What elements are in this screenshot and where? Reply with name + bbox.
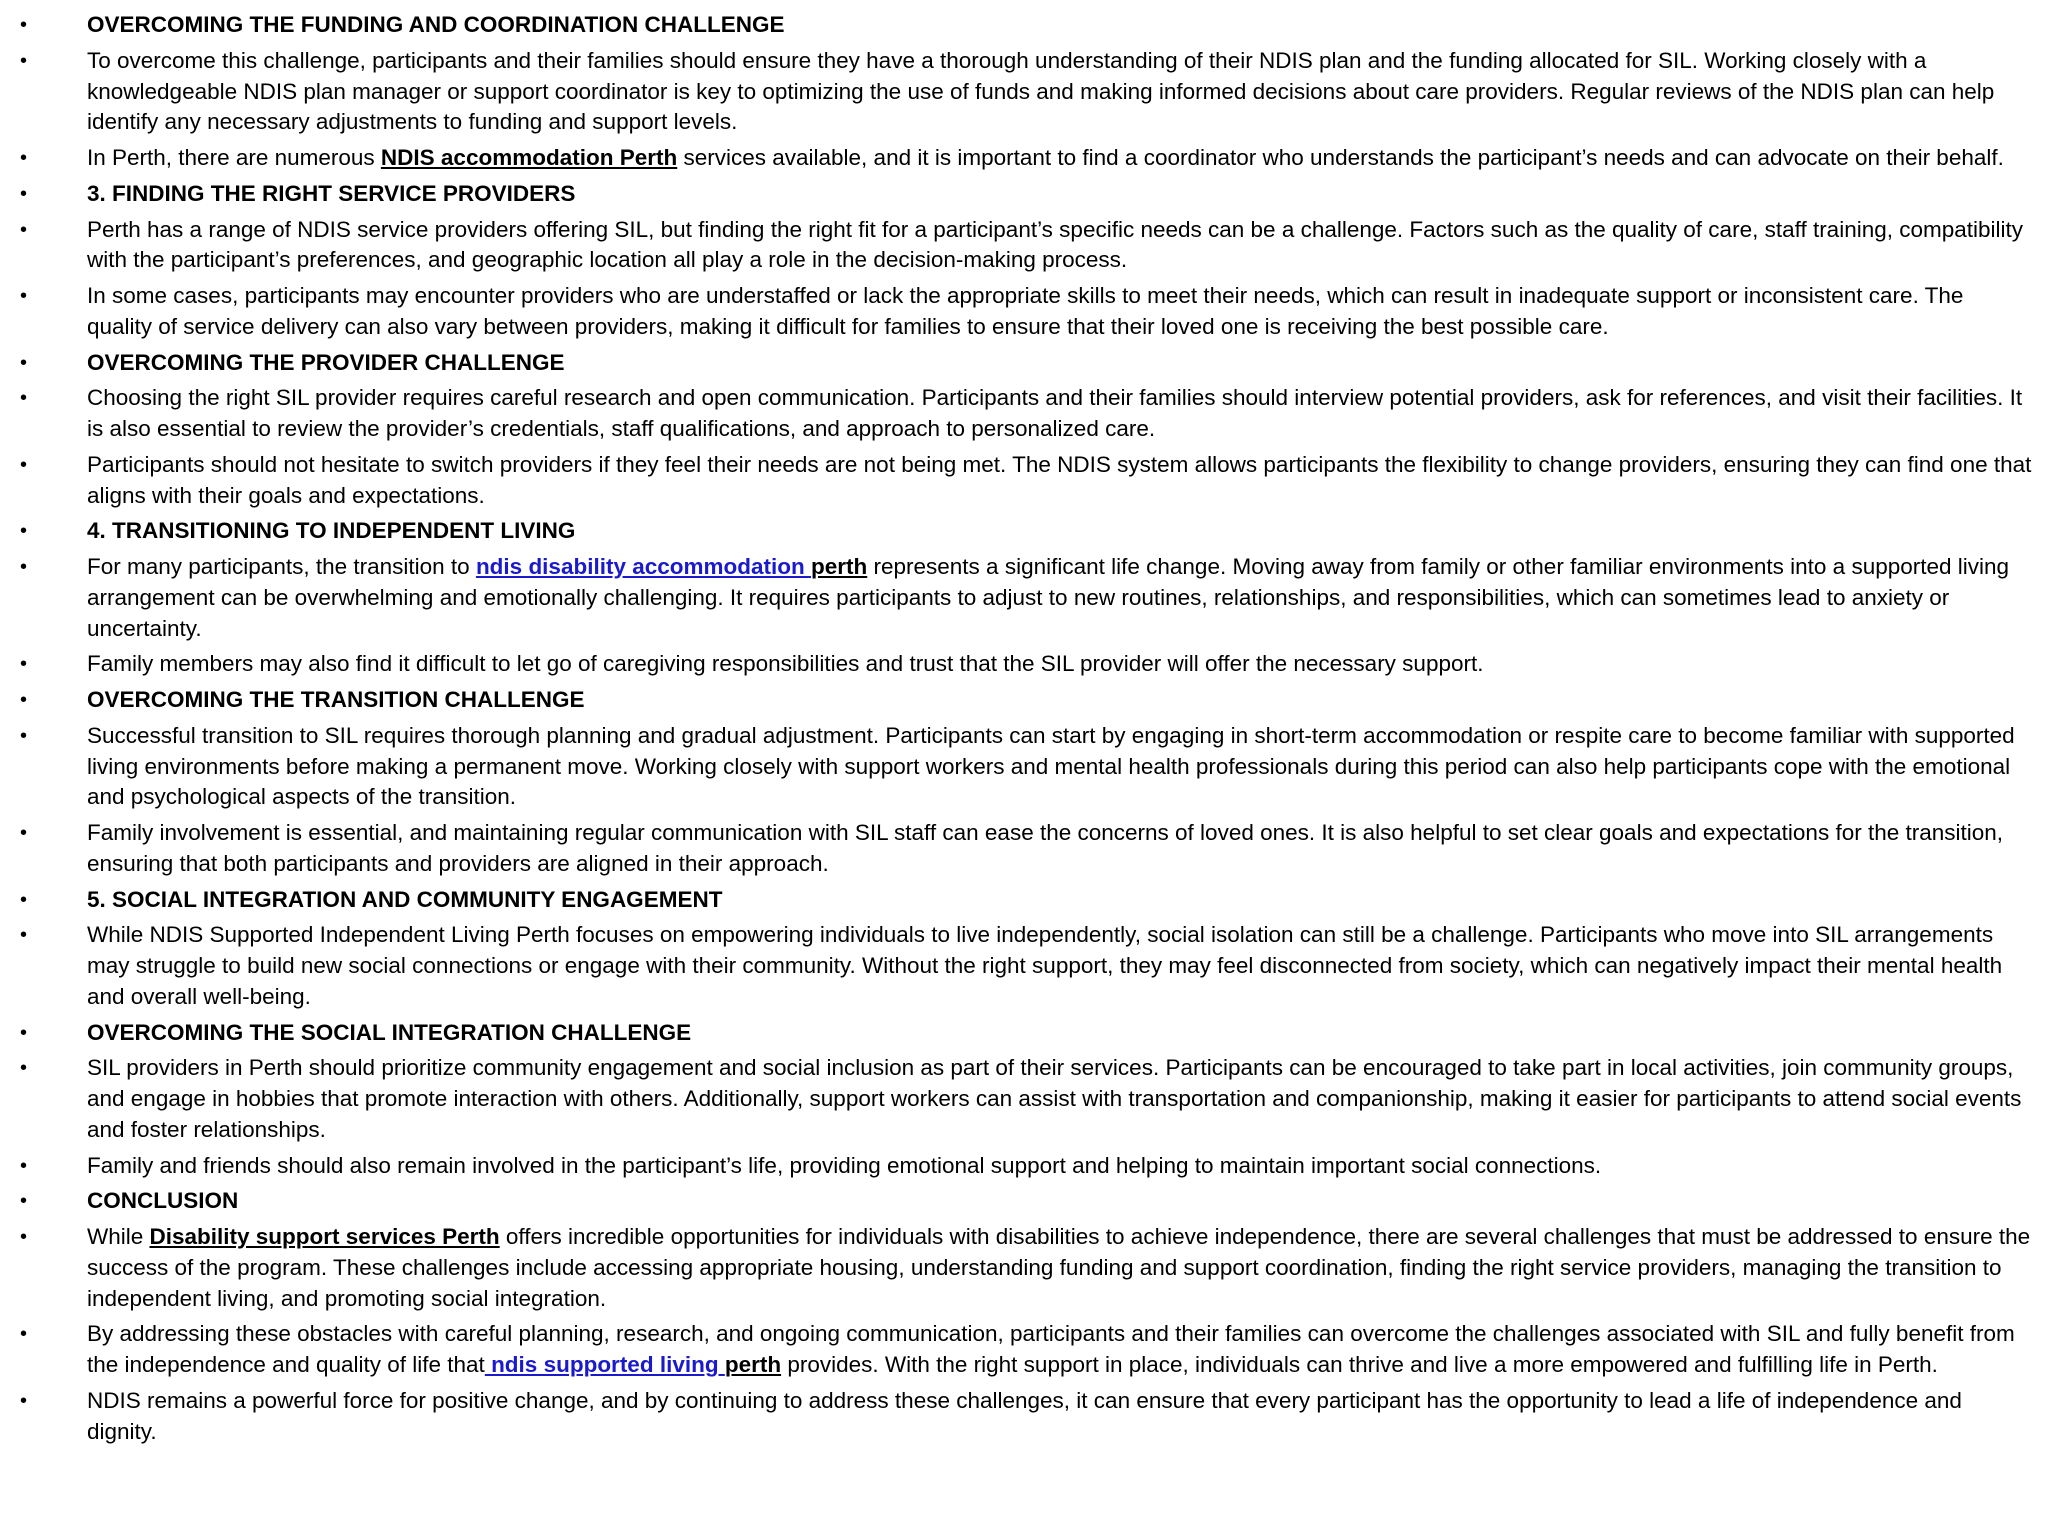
list-item: [0, 516, 2048, 547]
bullet: •: [20, 14, 28, 36]
paragraph-text: Participants should not hesitate to switch providers if they feel their needs are not being met. The NDIS system allows participants the flexibility to change providers, ensuring they can find one that aligns with their goals and expectations.: [87, 451, 2032, 508]
paragraph-text: Family involvement is essential, and maintaining regular communication with SIL staff can ease the concerns of loved ones. It is also helpful to set clear goals and expectations for the transition, ensuring that both participants and providers are aligned in their approach.: [87, 820, 2004, 876]
bullet: •: [20, 49, 28, 72]
bullet: •: [20, 924, 28, 947]
paragraph-text-after: represents a significant life change. Moving away from family or other familiar environments into a supported living arrangement can be overwhelming and emotionally challenging. It requires participants to adjust to new routines, relationships, and responsibilities, which can sometimes lead to anxiety or uncertainty.: [87, 554, 2010, 641]
disability-support-services-perth-link[interactable]: Disability support services Perth: [149, 1224, 500, 1250]
list-item: [0, 348, 2048, 379]
paragraph-text-before: In Perth, there are numerous: [87, 145, 381, 170]
list-item: [0, 920, 2048, 1012]
perth-link[interactable]: perth: [811, 554, 868, 580]
document-body: [0, 10, 2048, 1452]
list-item: [0, 1151, 2048, 1182]
list-item: [0, 685, 2048, 716]
section-heading: OVERCOMING THE SOCIAL INTEGRATION CHALLENGE: [87, 1019, 692, 1045]
list-item: [0, 721, 2048, 813]
list-item: [0, 1186, 2048, 1217]
paragraph-text: SIL providers in Perth should prioritize community engagement and social inclusion as part of their services. Participants can be encouraged to take part in local activities, join community groups, and engage in hobbies that promote interaction with others. Additionally, support workers can assist with transportation and companionship, making it easier for participants to attend social events and foster relationships.: [87, 1055, 2022, 1142]
paragraph-text-before: While: [87, 1224, 150, 1250]
bullet: •: [20, 689, 28, 712]
list-item: [0, 885, 2048, 916]
bullet: •: [20, 888, 28, 911]
section-heading: OVERCOMING THE FUNDING AND COORDINATION CHALLENGE: [87, 12, 785, 37]
list-item: [0, 1018, 2048, 1049]
bullet: •: [20, 724, 28, 747]
list-item: [0, 552, 2048, 644]
paragraph-text-before: For many participants, the transition to: [87, 554, 476, 580]
paragraph-text-after: services available, and it is important to find a coordinator who understands the participant’s needs and can advocate on their behalf.: [677, 145, 2004, 170]
paragraph-text: While NDIS Supported Independent Living Perth focuses on empowering individuals to live independently, social isolation can still be a challenge. Participants who move into SIL arrangements may struggle to build new social connections or engage with their community. Without the right support, they may feel disconnected from society, which can negatively impact their mental health and overall well-being.: [87, 922, 2003, 1009]
section-heading: 5. SOCIAL INTEGRATION AND COMMUNITY ENGAGEMENT: [87, 886, 723, 912]
list-item: [0, 818, 2048, 879]
bullet: •: [20, 147, 28, 169]
bullet: •: [20, 218, 28, 241]
section-heading: CONCLUSION: [87, 1188, 239, 1214]
bullet: •: [20, 822, 28, 845]
bullet: •: [20, 1389, 28, 1412]
section-heading: 4. TRANSITIONING TO INDEPENDENT LIVING: [87, 518, 576, 544]
list-item: [0, 1053, 2048, 1145]
bullet: •: [20, 182, 28, 205]
bullet: •: [20, 285, 28, 308]
bullet: •: [20, 556, 28, 579]
list-item: [0, 143, 2048, 174]
bullet: •: [20, 453, 28, 476]
bullet: •: [20, 520, 28, 543]
list-item: [0, 1319, 2048, 1380]
list-item: [0, 1386, 2048, 1447]
ndis-supported-living-link[interactable]: ndis supported living: [484, 1352, 725, 1378]
bullet: •: [20, 1057, 28, 1080]
paragraph-text: Perth has a range of NDIS service providers offering SIL, but finding the right fit for a participant’s specific needs can be a challenge. Factors such as the quality of care, staff training, compatibility with the participant’s preferences, and geographic location all play a role in the decision-making process.: [87, 216, 2024, 273]
paragraph-text-before: By addressing these obstacles with careful planning, research, and ongoing communication, participants and their families can overcome the challenges associated with SIL and fully benefit from the independence and quality of life that: [87, 1321, 2015, 1378]
section-heading: 3. FINDING THE RIGHT SERVICE PROVIDERS: [87, 180, 576, 206]
paragraph-text: Successful transition to SIL requires thorough planning and gradual adjustment. Participants can start by engaging in short-term accommodation or respite care to become familiar with supported living environments before making a permanent move. Working closely with support workers and mental health professionals during this period can also help participants cope with the emotional and psychological aspects of the transition.: [87, 722, 2015, 810]
section-heading: OVERCOMING THE PROVIDER CHALLENGE: [87, 349, 565, 375]
list-item: [0, 215, 2048, 276]
paragraph-text: Choosing the right SIL provider requires careful research and open communication. Participants and their families should interview potential providers, ask for references, and visit their facilities. It is also essential to review the provider’s credentials, staff qualifications, and approach to personalized care.: [87, 385, 2023, 442]
ndis-disability-accommodation-link[interactable]: ndis disability accommodation: [475, 554, 811, 580]
bullet: •: [20, 351, 28, 374]
paragraph-text-after: provides. With the right support in place, individuals can thrive and live a more empowered and fulfilling life in Perth.: [781, 1352, 1938, 1378]
bullet: •: [20, 1226, 28, 1249]
paragraph-text: Family and friends should also remain involved in the participant’s life, providing emotional support and helping to maintain important social connections.: [87, 1152, 1602, 1178]
perth-link[interactable]: perth: [724, 1352, 782, 1378]
list-item: [0, 281, 2048, 342]
list-item: [0, 179, 2048, 210]
list-item: [0, 649, 2048, 680]
paragraph-text-after: offers incredible opportunities for individuals with disabilities to achieve independence, there are several challenges that must be addressed to ensure the success of the program. These challenges include accessing appropriate housing, understanding funding and support coordination, finding the right service providers, managing the transition to independent living, and promoting social integration.: [87, 1224, 2031, 1311]
bullet: •: [20, 387, 28, 410]
list-item: [0, 383, 2048, 444]
bullet: •: [20, 1154, 28, 1177]
bullet: •: [20, 1323, 28, 1346]
list-item: [0, 10, 2048, 41]
list-item: [0, 450, 2048, 511]
list-item: [0, 1222, 2048, 1314]
ndis-accommodation-perth-link[interactable]: NDIS accommodation Perth: [380, 145, 678, 170]
paragraph-text: Family members may also find it difficult to let go of caregiving responsibilities and trust that the SIL provider will offer the necessary support.: [87, 651, 1484, 677]
paragraph-text: In some cases, participants may encounter providers who are understaffed or lack the appropriate skills to meet their needs, which can result in inadequate support or inconsistent care. The quality of service delivery can also vary between providers, making it difficult for families to ensure that their loved one is receiving the best possible care.: [87, 283, 1964, 339]
paragraph-text: To overcome this challenge, participants and their families should ensure they have a thorough understanding of their NDIS plan and the funding allocated for SIL. Working closely with a knowledgeable NDIS plan manager or support coordinator is key to optimizing the use of funds and making informed decisions about care providers. Regular reviews of the NDIS plan can help identify any necessary adjustments to funding and support levels.: [87, 47, 1995, 135]
section-heading: OVERCOMING THE TRANSITION CHALLENGE: [87, 687, 585, 713]
bullet: •: [20, 1021, 28, 1044]
list-item: [0, 46, 2048, 138]
paragraph-text: NDIS remains a powerful force for positive change, and by continuing to address these challenges, it can ensure that every participant has the opportunity to lead a life of independence and dignity.: [87, 1387, 1962, 1444]
bullet: •: [20, 653, 28, 676]
bullet: •: [20, 1190, 28, 1213]
